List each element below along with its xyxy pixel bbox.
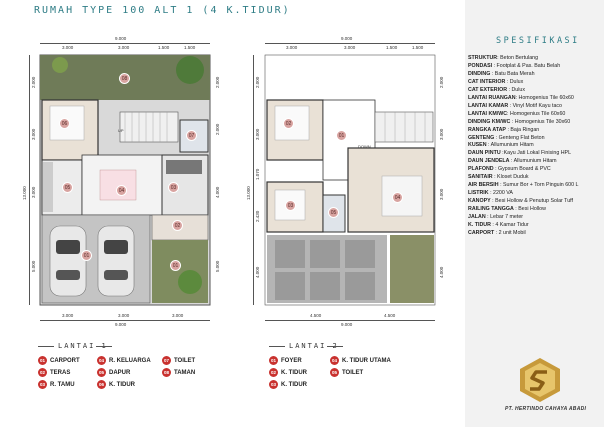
dim-top-3: 1.500 [412, 45, 424, 50]
dim-left-total: 13.000 [22, 186, 27, 200]
dim-left-2: 1.070 [255, 168, 260, 180]
spec-key: KANOPY [468, 198, 491, 205]
spec-value: : Allumunium Hitam [486, 142, 534, 149]
legend-number: 02 [39, 370, 45, 375]
spec-key: K. TIDUR [468, 222, 491, 229]
dim-bottom-2: 3.000 [172, 313, 184, 318]
dim-right-1: 2.000 [215, 123, 220, 135]
spec-value: : Genteng Flat Beton [494, 134, 545, 141]
floor1-drawing [0, 0, 240, 340]
legend-item [97, 356, 151, 365]
spec-value: : Homogenius Tile 30x60 [510, 118, 571, 125]
legend-item [162, 368, 195, 377]
room-badge: 03 [285, 200, 296, 211]
dim-top-1: 3.000 [118, 45, 130, 50]
company-name: PT. HERTINDO CAHAYA ABADI [505, 406, 587, 412]
legend-number: 01 [39, 358, 45, 363]
dim-top-0: 3.000 [286, 45, 298, 50]
spec-row [468, 190, 602, 198]
legend-number: 01 [270, 358, 276, 363]
legend-number: 03 [39, 382, 45, 387]
dim-left-0: 2.000 [31, 76, 36, 88]
dim-bottom-0: 4.500 [310, 313, 322, 318]
room-badge: 05 [328, 207, 339, 218]
dim-right-2: 3.000 [439, 188, 444, 200]
legend-item [97, 380, 135, 389]
room-badge: 04 [116, 185, 127, 196]
dim-right-3: 5.000 [215, 260, 220, 272]
spec-value: :Kayu Jati Lokal Finising HPL [500, 150, 572, 157]
dim-bottom-0: 3.000 [62, 313, 74, 318]
legend-item [162, 356, 195, 365]
legend-item [330, 356, 391, 365]
spec-key: CARPORT [468, 229, 495, 236]
room-badge: 01 [170, 260, 181, 271]
spec-row [468, 206, 602, 214]
legend-label: TOILET [174, 357, 196, 364]
dim-top-0: 3.000 [62, 45, 74, 50]
spec-key: AIR BERSIH [468, 182, 499, 189]
spec-key: LANTAI KM/WC [468, 110, 508, 117]
spec-key: LISTRIK [468, 190, 489, 197]
floor2-drawing [240, 0, 465, 340]
dim-bottom-total: 9.000 [341, 322, 353, 327]
spec-row [468, 222, 602, 230]
legend-label: K. TIDUR UTAMA [342, 357, 391, 364]
room-badge: 01 [81, 250, 92, 261]
floor2-plan [240, 0, 465, 340]
spec-row [468, 230, 602, 238]
legend-item [269, 356, 302, 365]
spec-row [468, 150, 602, 158]
spec-row [468, 142, 602, 150]
legend-label: DAPUR [109, 369, 131, 376]
spec-value: : Footplat & Pas. Batu Belah [492, 62, 561, 69]
legend-item [38, 380, 75, 389]
spec-key: LANTAI KAMAR [468, 102, 509, 109]
legend-item [269, 380, 307, 389]
dim-top-2: 1.500 [158, 45, 170, 50]
room-badge: 08 [119, 73, 130, 84]
legend-label: K. TIDUR [281, 369, 307, 376]
legend-label: K. TIDUR [281, 381, 307, 388]
legend-number: 03 [270, 382, 276, 387]
spec-key: DINDING [468, 70, 491, 77]
legend-number: 07 [163, 358, 169, 363]
stair-label: UP [118, 128, 124, 133]
legend-number: 06 [98, 382, 104, 387]
spec-value: : Homogenius Tile 60x60 [507, 110, 566, 117]
spec-key: PONDASI [468, 62, 493, 69]
spec-row [468, 198, 602, 206]
dim-right-1: 3.000 [439, 128, 444, 140]
spec-key: JALAN [468, 214, 486, 221]
spec-row [468, 158, 602, 166]
legend-number: 05 [98, 370, 104, 375]
spec-value: : Dulux [505, 78, 524, 85]
room-badge: 04 [392, 192, 403, 203]
spec-key: SANITAIR [468, 174, 493, 181]
dim-right-3: 4.000 [439, 266, 444, 278]
spec-row [468, 135, 602, 143]
legend-item [38, 368, 70, 377]
room-badge: 06 [59, 118, 70, 129]
legend-number: 05 [331, 370, 337, 375]
spec-key: DAUN JENDELA [468, 158, 510, 165]
spec-key: PLAFOND [468, 166, 494, 173]
spec-key: CAT INTERIOR [468, 78, 506, 85]
page-title: RUMAH TYPE 100 ALT 1 (4 K.TIDUR) [34, 5, 291, 16]
spec-row [468, 95, 602, 103]
legend-number: 02 [270, 370, 276, 375]
spec-row [468, 214, 602, 222]
spec-row [468, 79, 602, 87]
spec-value: : Homogenius Tile 60x60 [515, 94, 574, 101]
legend2-title: LANTAI 2 [289, 342, 339, 350]
legend1-title: LANTAI 1 [58, 342, 108, 350]
spec-row [468, 182, 602, 190]
spec-value: : 2200 VA [488, 190, 513, 197]
spec-row [468, 103, 602, 111]
dim-left-2: 3.000 [31, 186, 36, 198]
spec-value: : Besi Hollow & Penutup Solar Tuff [490, 198, 574, 205]
dim-left-4: 4.000 [255, 266, 260, 278]
legend-label: TOILET [342, 369, 364, 376]
spec-value: : Baja Ringan [505, 126, 540, 133]
legend-item [269, 368, 307, 377]
spec-row [468, 55, 602, 63]
spec-value: : Sumur Bor + Torn Pinguin 600 L [498, 182, 579, 189]
spec-row [468, 166, 602, 174]
legend-number: 08 [163, 370, 169, 375]
spec-key: CAT EXTERIOR [468, 86, 508, 93]
legend-item [330, 368, 363, 377]
spec-value: : Kloset Duduk [492, 174, 529, 181]
dim-top-total: 9.000 [115, 36, 127, 41]
spec-list [468, 55, 602, 238]
dim-left-total: 13.000 [246, 186, 251, 200]
room-badge: 02 [283, 118, 294, 129]
room-badge: 02 [172, 220, 183, 231]
dim-left-1: 3.000 [255, 128, 260, 140]
legend-number: 04 [331, 358, 337, 363]
dim-left-3: 5.000 [31, 260, 36, 272]
spec-row [468, 127, 602, 135]
legend-label: K. TIDUR [109, 381, 135, 388]
room-badge: 03 [168, 182, 179, 193]
spec-value: : Besi Hollow [513, 206, 546, 213]
spec-value: : Allumunium Hitam [509, 158, 557, 165]
legend-label: R. TAMU [50, 381, 75, 388]
dim-left-0: 2.000 [255, 76, 260, 88]
dim-top-total: 9.000 [341, 36, 353, 41]
spec-key: RANGKA ATAP [468, 126, 506, 133]
dim-left-1: 3.000 [31, 128, 36, 140]
legend-item [38, 356, 80, 365]
dim-right-0: 2.000 [439, 76, 444, 88]
spec-key: GENTENG [468, 134, 495, 141]
spec-key: DAUN PINTU [468, 150, 501, 157]
legend-item [97, 368, 130, 377]
spec-key: KUSEN [468, 142, 487, 149]
spec-row [468, 119, 602, 127]
spec-value: : Gypsum Board & PVC [493, 166, 551, 173]
spec-value: : Dulux [507, 86, 526, 93]
dim-top-3: 1.500 [184, 45, 196, 50]
legend-label: TERAS [50, 369, 71, 376]
legend-label: TAMAN [174, 369, 196, 376]
spec-value: : 4 Kamar Tidur [490, 222, 529, 229]
dim-left-3: 2.430 [255, 210, 260, 222]
spec-row [468, 71, 602, 79]
legend-number: 04 [98, 358, 104, 363]
dim-right-2: 4.000 [215, 186, 220, 198]
spec-value: : 2 unit Mobil [494, 229, 526, 236]
dim-right-0: 2.000 [215, 76, 220, 88]
spec-key: LANTAI RUANGAN [468, 94, 516, 101]
dim-bottom-1: 3.000 [118, 313, 130, 318]
legend-label: R. KELUARGA [109, 357, 151, 364]
spec-row [468, 111, 602, 119]
legend-label: FOYER [281, 357, 302, 364]
dim-top-2: 1.500 [386, 45, 398, 50]
spec-row [468, 174, 602, 182]
room-badge: 05 [62, 182, 73, 193]
spec-key: DINDING KM/WC [468, 118, 511, 125]
spec-value: : Vinyl Motif Kayu taco [508, 102, 562, 109]
spec-key: STRUKTUR [468, 55, 498, 61]
spec-key: RAILING TANGGA [468, 206, 514, 213]
dim-bottom-1: 4.500 [384, 313, 396, 318]
floor1-plan [0, 0, 240, 340]
stair-label: DOWN [358, 144, 371, 149]
spec-value: : Batu Bata Merah [490, 70, 535, 77]
dim-bottom-total: 9.000 [115, 322, 127, 327]
spec-row [468, 63, 602, 71]
spec-row [468, 87, 602, 95]
company-logo-icon [516, 356, 564, 404]
spec-title: SPESIFIKASI [496, 36, 580, 46]
spec-value: : Beton Bertulang [497, 55, 539, 61]
dim-top-1: 3.000 [344, 45, 356, 50]
legend-label: CARPORT [50, 357, 80, 364]
room-badge: 01 [336, 130, 347, 141]
room-badge: 07 [186, 130, 197, 141]
spec-value: : Lebar 7 meter [485, 214, 524, 221]
